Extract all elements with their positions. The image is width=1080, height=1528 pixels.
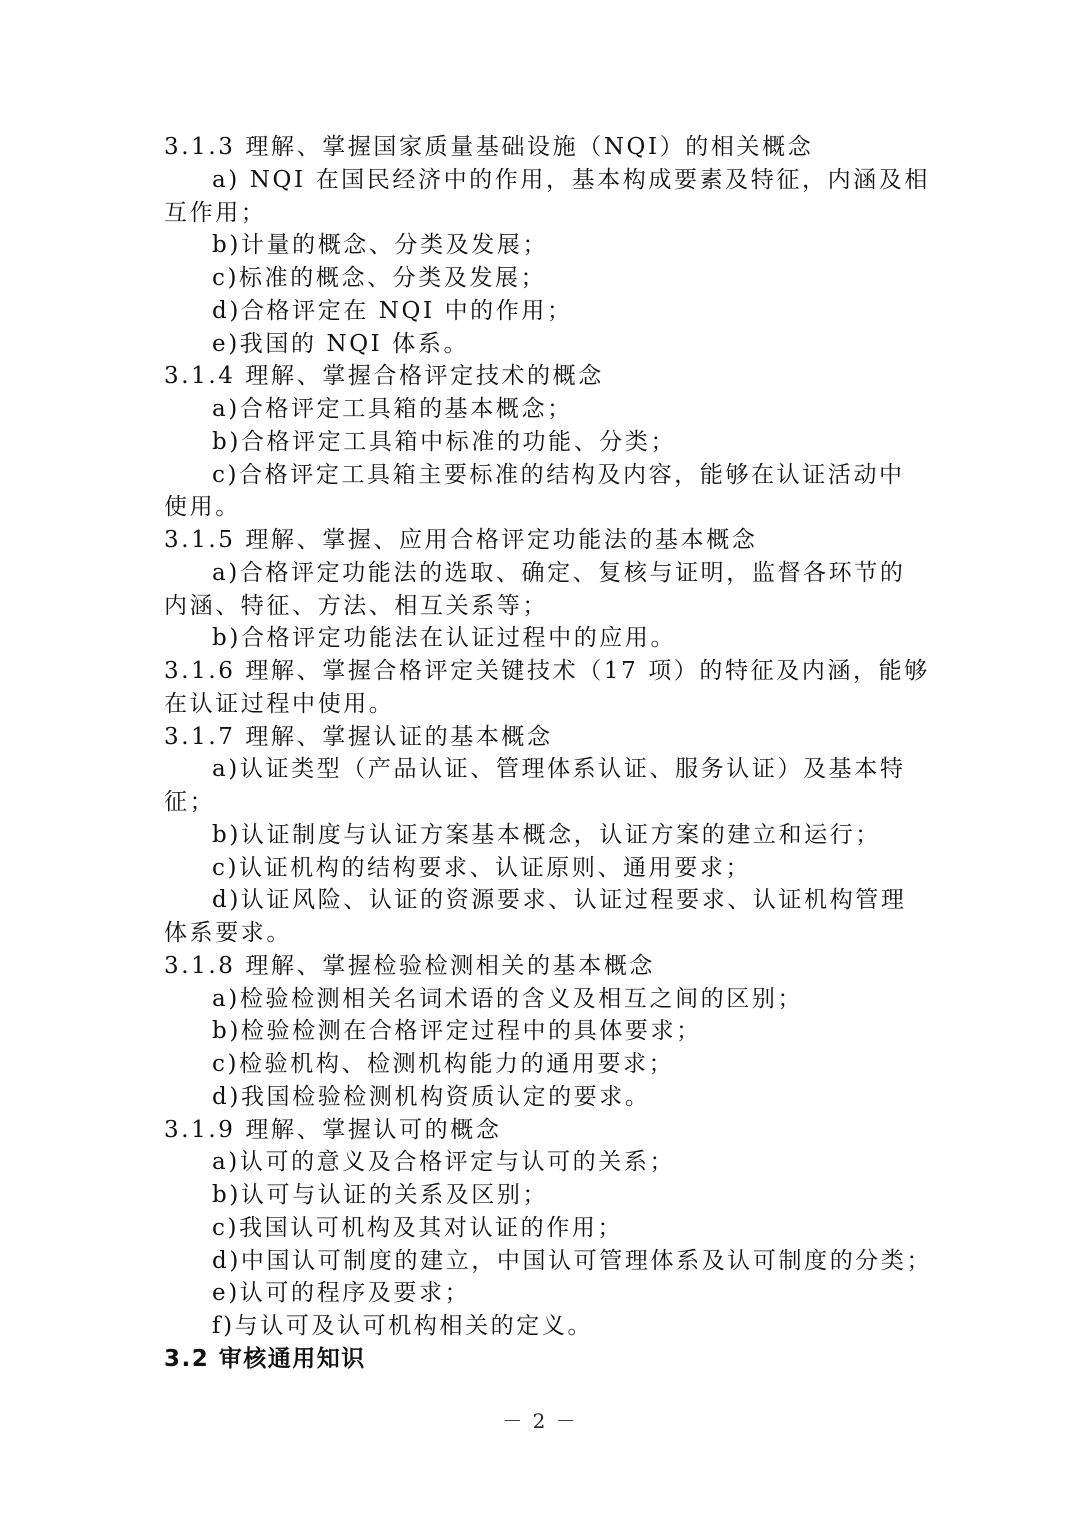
list-item: c)认证机构的结构要求、认证原则、通用要求； <box>212 854 752 881</box>
section-heading: 3.1.6 理解、掌握合格评定关键技术（17 项）的特征及内涵，能够 <box>164 658 930 684</box>
list-item: b)合格评定工具箱中标准的功能、分类； <box>212 428 677 455</box>
list-item: a)合格评定工具箱的基本概念； <box>212 396 573 422</box>
list-item: d)合格评定在 NQI 中的作用； <box>212 297 573 324</box>
list-item: b)检验检测在合格评定过程中的具体要求； <box>212 1018 702 1045</box>
section-heading: 3.1.4 理解、掌握合格评定技术的概念 <box>164 363 604 390</box>
list-item: a)认证类型（产品认证、管理体系认证、服务认证）及基本特 <box>212 756 906 783</box>
continuation-line: 使用。 <box>164 494 241 521</box>
list-item: d)我国检验检测机构资质认定的要求。 <box>212 1083 651 1110</box>
section-heading: 3.1.8 理解、掌握检验检测相关的基本概念 <box>164 952 656 979</box>
page-number: － 2 － <box>502 1409 578 1433</box>
continuation-line: 体系要求。 <box>164 920 292 946</box>
section-heading: 3.1.9 理解、掌握认可的概念 <box>164 1116 502 1143</box>
document-body <box>164 131 933 1376</box>
continuation-line: 互作用； <box>164 199 267 226</box>
continuation-line: 在认证过程中使用。 <box>164 690 395 717</box>
list-item: a)认可的意义及合格评定与认可的关系； <box>212 1149 676 1176</box>
list-item: c)检验机构、检测机构能力的通用要求； <box>212 1051 675 1077</box>
list-item: a)检验检测相关名词术语的含义及相互之间的区别； <box>212 985 804 1012</box>
list-item: c)合格评定工具箱主要标准的结构及内容，能够在认证活动中 <box>212 461 905 488</box>
list-item: b)计量的概念、分类及发展； <box>212 232 549 259</box>
list-item: b)合格评定功能法在认证过程中的应用。 <box>212 625 677 652</box>
continuation-line: 征； <box>164 789 216 815</box>
list-item: d)认证风险、认证的资源要求、认证过程要求、认证机构管理 <box>212 887 907 914</box>
section-heading: 3.1.5 理解、掌握、应用合格评定功能法的基本概念 <box>164 527 758 553</box>
list-item: a) NQI 在国民经济中的作用，基本构成要素及特征，内涵及相 <box>212 166 930 193</box>
list-item: a)合格评定功能法的选取、确定、复核与证明，监督各环节的 <box>212 559 906 586</box>
list-item: d)中国认可制度的建立，中国认可管理体系及认可制度的分类； <box>212 1247 933 1274</box>
section-heading: 3.1.7 理解、掌握认证的基本概念 <box>164 723 553 750</box>
list-item: f)与认可及认可机构相关的定义。 <box>212 1313 594 1339</box>
list-item: b)认可与认证的关系及区别； <box>212 1182 549 1208</box>
list-item: e)我国的 NQI 体系。 <box>212 330 470 357</box>
list-item: e)认可的程序及要求； <box>212 1280 471 1307</box>
section-heading: 3.2 审核通用知识 <box>164 1345 366 1372</box>
section-heading: 3.1.3 理解、掌握国家质量基础设施（NQI）的相关概念 <box>164 134 814 160</box>
list-item: b)认证制度与认证方案基本概念，认证方案的建立和运行； <box>212 821 881 848</box>
continuation-line: 内涵、特征、方法、相互关系等； <box>164 592 548 619</box>
list-item: c)我国认可机构及其对认证的作用； <box>212 1214 624 1241</box>
list-item: c)标准的概念、分类及发展； <box>212 265 547 291</box>
